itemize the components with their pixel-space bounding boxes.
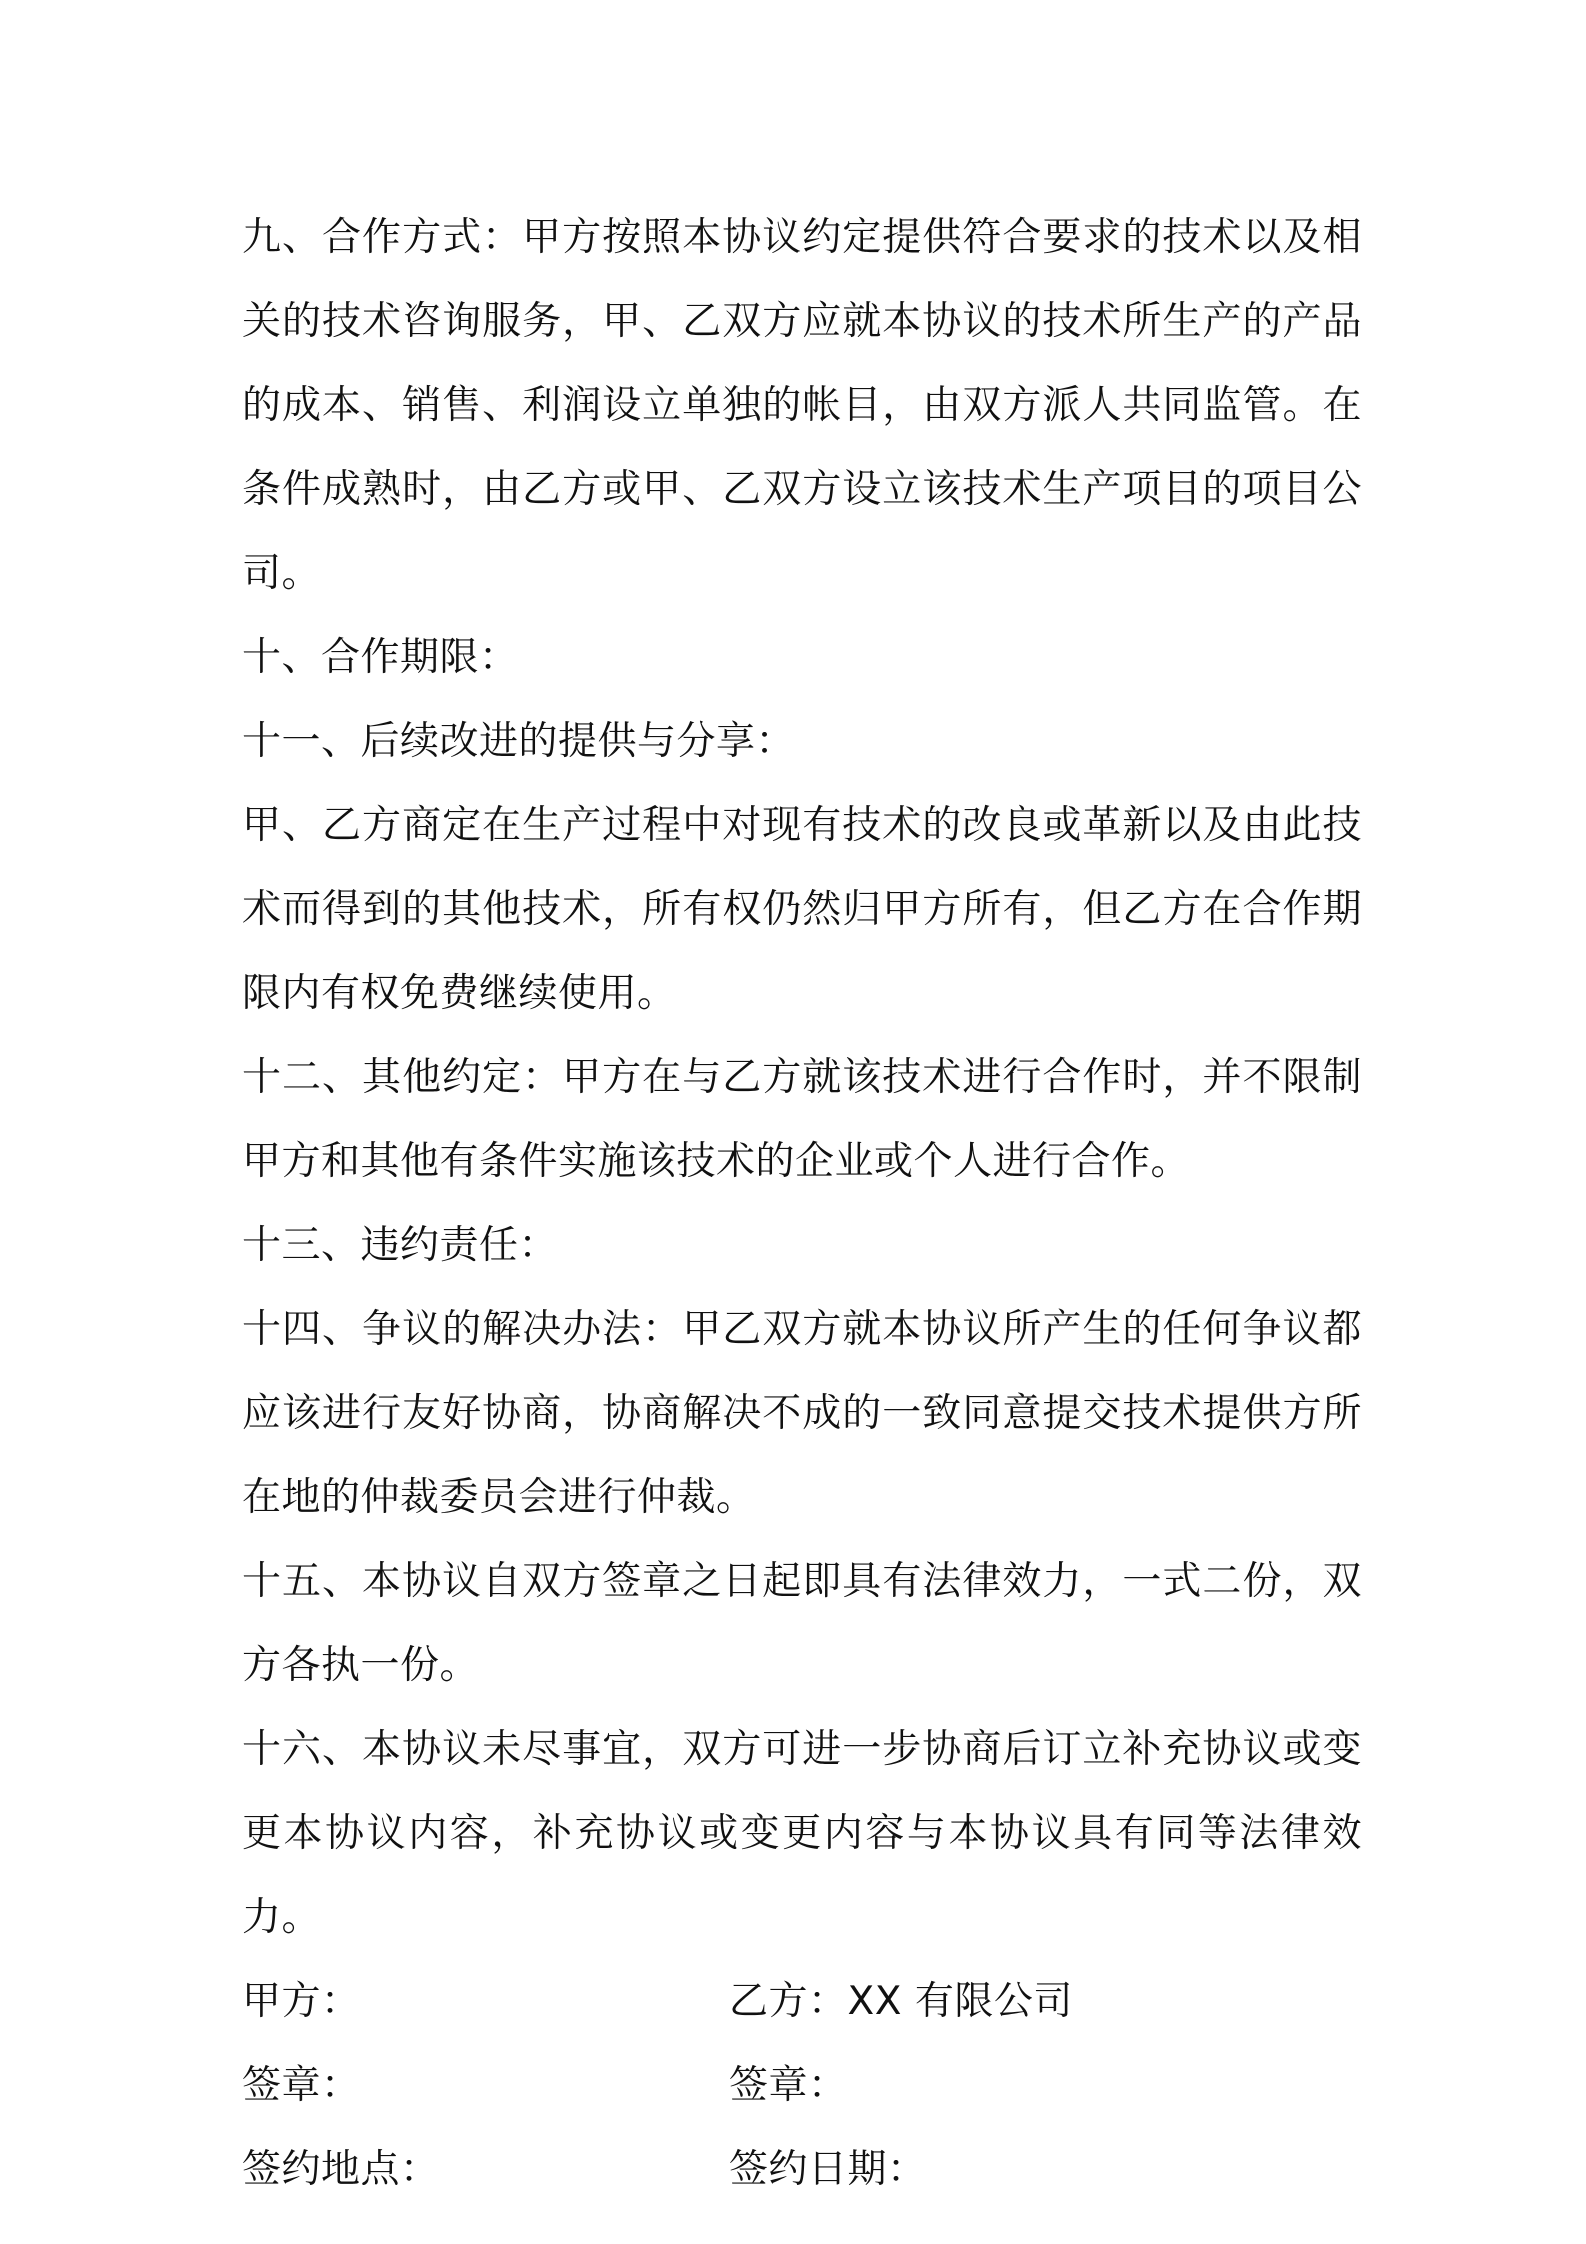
signature-row-place-date bbox=[242, 2128, 1362, 2212]
party-a-label: 甲方： bbox=[242, 1979, 361, 2024]
clause-10-cooperation-period: 十、合作期限： bbox=[242, 635, 519, 680]
document-page bbox=[242, 196, 1362, 2212]
signing-place-label: 签约地点： bbox=[242, 2147, 440, 2192]
party-b-label: 乙方：XX 有限公司 bbox=[729, 1979, 1073, 2024]
signature-block bbox=[242, 1960, 1362, 2212]
signature-row-seals bbox=[242, 2044, 1362, 2128]
clause-13-liability: 十三、违约责任： bbox=[242, 1223, 559, 1268]
seal-a-label: 签章： bbox=[242, 2063, 361, 2108]
clause-14-dispute-resolution: 十四、争议的解决办法：甲乙双方就本协议所产生的任何争议都应该进行友好协商，协商解决不成的一致同意提交技术提供方所在地的仲裁委员会进行仲裁。 bbox=[242, 1307, 1362, 1520]
signing-date-label: 签约日期： bbox=[729, 2147, 927, 2192]
seal-b-label: 签章： bbox=[729, 2063, 848, 2108]
clause-11-improvements-heading: 十一、后续改进的提供与分享： bbox=[242, 719, 796, 764]
signature-row-parties bbox=[242, 1960, 1362, 2044]
clause-9-cooperation-method: 九、合作方式：甲方按照本协议约定提供符合要求的技术以及相关的技术咨询服务，甲、乙双方应就本协议的技术所生产的产品的成本、销售、利润设立单独的帐目，由双方派人共同监管。在条件成熟时，由乙方或甲、乙双方设立该技术生产项目的项目公司。 bbox=[242, 215, 1362, 596]
clause-11-improvements-body: 甲、乙方商定在生产过程中对现有技术的改良或革新以及由此技术而得到的其他技术，所有权仍然归甲方所有，但乙方在合作期限内有权免费继续使用。 bbox=[242, 803, 1362, 1016]
clause-15-effectiveness: 十五、本协议自双方签章之日起即具有法律效力，一式二份，双方各执一份。 bbox=[242, 1559, 1362, 1688]
clause-12-other-agreements: 十二、其他约定：甲方在与乙方就该技术进行合作时，并不限制甲方和其他有条件实施该技术的企业或个人进行合作。 bbox=[242, 1055, 1362, 1184]
clause-16-supplementary: 十六、本协议未尽事宜，双方可进一步协商后订立补充协议或变更本协议内容，补充协议或变更内容与本协议具有同等法律效力。 bbox=[242, 1727, 1362, 1940]
